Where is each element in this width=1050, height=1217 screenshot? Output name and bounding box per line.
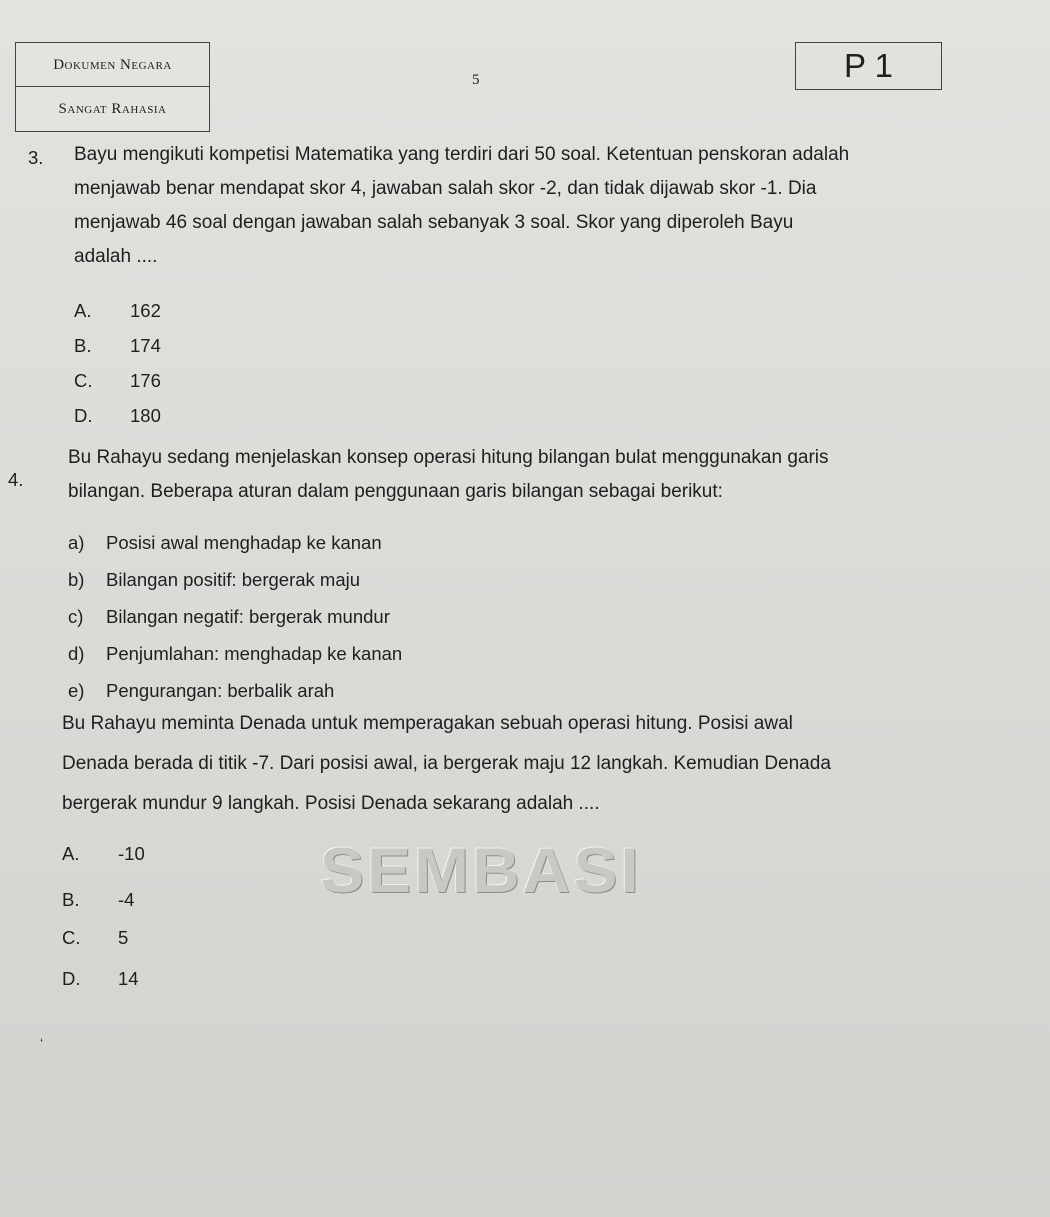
question-3-text — [74, 138, 966, 274]
rule-text: Bilangan negatif: bergerak mundur — [106, 606, 390, 627]
secret-label-box — [15, 86, 210, 132]
option-value: 14 — [118, 968, 139, 989]
rule-letter: b) — [68, 569, 85, 590]
rule-text: Bilangan positif: bergerak maju — [106, 569, 361, 590]
rule-letter: c) — [68, 606, 84, 627]
option-value: -4 — [118, 889, 135, 910]
q4-option-c — [62, 927, 128, 949]
question-3-number: 3. — [28, 147, 44, 168]
q3-option-b — [74, 335, 161, 357]
option-value: 174 — [130, 335, 161, 356]
q4-option-b — [62, 889, 134, 911]
rule-letter: d) — [68, 643, 85, 664]
q3-option-d — [74, 405, 161, 427]
q3-option-a — [74, 300, 161, 322]
option-value: 176 — [130, 370, 161, 391]
question-4-number: 4. — [8, 469, 24, 490]
question-4-line: Denada berada di titik -7. Dari posisi awal, ia bergerak maju 12 langkah. Kemudian Denada — [62, 753, 831, 774]
option-letter: A. — [62, 843, 80, 864]
rule-text: Penjumlahan: menghadap ke kanan — [106, 643, 403, 664]
rule-c — [68, 606, 390, 628]
page-number: 5 — [472, 72, 480, 88]
rule-text: Posisi awal menghadap ke kanan — [106, 532, 382, 553]
q4-option-d — [62, 968, 139, 990]
question-4-line: bergerak mundur 9 langkah. Posisi Denada sekarang adalah .... — [62, 793, 600, 814]
rule-e — [68, 680, 334, 702]
watermark-stamp: SEMBASI — [320, 834, 642, 906]
option-value: -10 — [118, 843, 145, 864]
document-label-box — [15, 42, 210, 88]
rule-letter: e) — [68, 680, 85, 701]
secret-label: Sangat Rahasia — [58, 100, 167, 117]
question-3-line: adalah .... — [74, 246, 158, 267]
option-letter: A. — [74, 300, 92, 321]
rule-a — [68, 532, 382, 554]
rule-letter: a) — [68, 532, 85, 553]
package-code-box — [795, 42, 942, 90]
option-value: 180 — [130, 405, 161, 426]
option-letter: C. — [62, 927, 81, 948]
question-4-intro — [68, 441, 960, 509]
option-value: 5 — [118, 927, 129, 948]
stray-pen-mark: ‘ — [40, 1035, 44, 1051]
question-4-line: Bu Rahayu meminta Denada untuk memperagakan sebuah operasi hitung. Posisi awal — [62, 713, 793, 734]
package-code: P 1 — [844, 47, 893, 84]
question-4-line: Bu Rahayu sedang menjelaskan konsep operasi hitung bilangan bulat menggunakan garis — [68, 447, 829, 468]
question-3-line: Bayu mengikuti kompetisi Matematika yang terdiri dari 50 soal. Ketentuan penskoran adalah — [74, 144, 850, 165]
question-3-line: menjawab benar mendapat skor 4, jawaban salah skor -2, dan tidak dijawab skor -1. Dia — [74, 178, 817, 199]
option-value: 162 — [130, 300, 161, 321]
question-4-line: bilangan. Beberapa aturan dalam penggunaan garis bilangan sebagai berikut: — [68, 481, 723, 502]
rule-d — [68, 643, 402, 665]
option-letter: D. — [74, 405, 93, 426]
option-letter: B. — [62, 889, 80, 910]
question-3-line: menjawab 46 soal dengan jawaban salah sebanyak 3 soal. Skor yang diperoleh Bayu — [74, 212, 794, 233]
q3-option-c — [74, 370, 161, 392]
option-letter: C. — [74, 370, 93, 391]
question-4-body — [62, 704, 962, 824]
rule-b — [68, 569, 360, 591]
option-letter: D. — [62, 968, 81, 989]
option-letter: B. — [74, 335, 92, 356]
q4-option-a — [62, 843, 145, 865]
rule-text: Pengurangan: berbalik arah — [106, 680, 335, 701]
document-label: Dokumen Negara — [53, 56, 172, 73]
